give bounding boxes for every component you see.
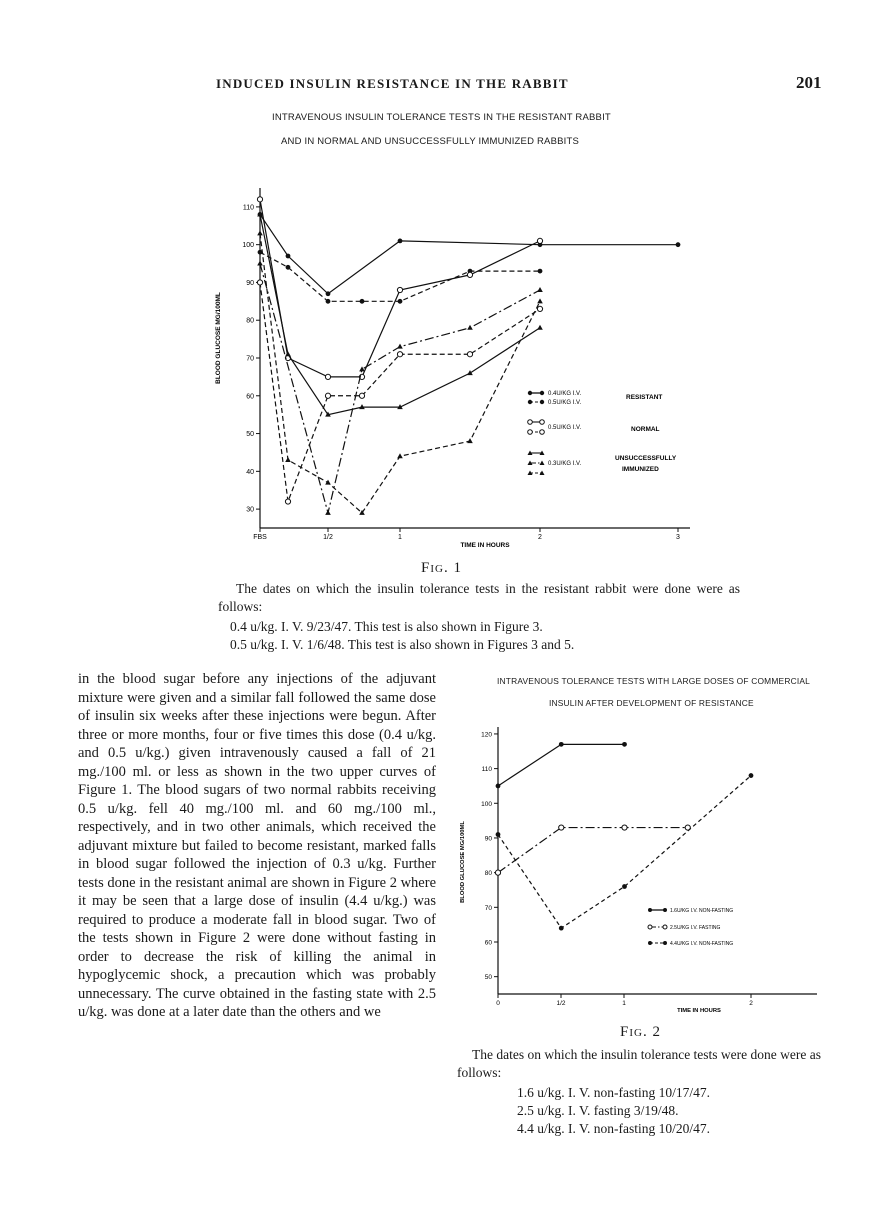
- x-axis-label: TIME IN HOURS: [677, 1008, 721, 1014]
- legend-unsucc-03: [528, 451, 582, 476]
- data-point: [398, 238, 403, 243]
- data-point: [398, 299, 403, 304]
- figure1-title-line1: INTRAVENOUS INSULIN TOLERANCE TESTS IN THE RESISTANT RABBIT: [272, 112, 611, 123]
- y-tick-label: 110: [242, 204, 254, 212]
- figure1-title-line2: AND IN NORMAL AND UNSUCCESSFULLY IMMUNIZED RABBITS: [281, 136, 580, 147]
- data-point: [326, 299, 331, 304]
- series-line: [498, 828, 688, 873]
- y-tick-label: 60: [246, 393, 254, 401]
- body-paragraph: in the blood sugar before any injections of the adjuvant mixture were given and a similar fall followed the same dose of insulin six weeks after these injections were begun. After three or more months, four or five times this dose (0.4 u/kg. and 0.5 u/kg.) given intravenously caused a fall of 21 mg./100 ml. or less as shown in the two upper curves of Figure 1. The blood sugars of two normal rabbits receiving 0.5 u/kg. fell 40 mg./100 ml. and 60 mg./100 ml., respectively, and in two other animals, which received the adjuvant mixture but failed to become resistant, marked falls in blood sugar followed the injection of 0.3 u/kg. Further tests done in the resistant animal are shown in Figure 2 where it may be seen that a large dose of insulin (4.4 u/kg.) was required to produce a moderate fall in blood sugar. Two of the tests shown in Figure 2 were done without fasting in order to decrease the risk of killing the animal in hypoglycemic shock, a precaution which was probably unnecessary. The curve obtained in the fasting state with 2.5 u/kg. was done at a later date than the others and we: [78, 671, 436, 1020]
- y-tick-label: 120: [481, 731, 492, 739]
- figure2-note-line2: 2.5 u/kg. I. V. fasting 3/19/48.: [517, 1103, 679, 1118]
- y-tick-label: 100: [481, 800, 492, 808]
- data-point: [257, 230, 263, 235]
- data-point: [286, 265, 291, 270]
- legend-label: 4.4U/KG I.V. NON-FASTING: [670, 941, 734, 947]
- running-head: INDUCED INSULIN RESISTANCE IN THE RABBIT: [216, 76, 569, 91]
- page-number: 201: [796, 73, 822, 92]
- data-point: [285, 351, 291, 356]
- legend-resistant-05: [528, 400, 582, 406]
- legend-label: 0.5U/KG I.V.: [548, 400, 582, 406]
- data-point: [496, 784, 501, 789]
- x-tick-label: 0: [496, 1000, 500, 1007]
- x-tick-label: 1/2: [556, 1000, 566, 1007]
- data-point: [538, 269, 543, 274]
- data-point: [397, 287, 402, 292]
- y-tick-label: 110: [481, 766, 492, 774]
- data-point: [622, 742, 627, 747]
- x-tick-label: 2: [538, 534, 542, 541]
- data-point: [495, 870, 500, 875]
- data-point: [749, 773, 754, 778]
- data-point: [467, 272, 472, 277]
- y-tick-label: 50: [484, 974, 492, 982]
- y-tick-label: 70: [246, 355, 254, 363]
- data-point: [496, 832, 501, 837]
- data-point: [537, 287, 543, 292]
- y-tick-label: 30: [246, 506, 254, 514]
- legend-label: 1.6U/KG I.V. NON-FASTING: [670, 908, 734, 914]
- data-point: [559, 926, 564, 931]
- y-tick-label: 80: [246, 317, 254, 325]
- legend-fig2-s3: [648, 941, 733, 947]
- data-point: [325, 510, 331, 515]
- x-tick-label: FBS: [253, 534, 267, 541]
- figure2-note-intro: The dates on which the insulin tolerance tests were done were as follows:: [457, 1047, 822, 1080]
- figure1-note-intro: The dates on which the insulin tolerance tests in the resistant rabbit were done were as follows:: [218, 581, 740, 614]
- figure2-note-line3: 4.4 u/kg. I. V. non-fasting 10/20/47.: [517, 1121, 711, 1136]
- data-point: [467, 325, 473, 330]
- legend-label: 0.4U/KG I.V.: [548, 391, 582, 397]
- data-point: [559, 742, 564, 747]
- x-tick-label: 1: [622, 1000, 626, 1007]
- legend-group-unsucc-line1: UNSUCCESSFULLY: [615, 455, 677, 462]
- figure2-chart: [455, 722, 830, 1022]
- data-point: [397, 453, 403, 458]
- data-point: [622, 884, 627, 889]
- figure1-note-line1: 0.4 u/kg. I. V. 9/23/47. This test is also shown in Figure 3.: [230, 619, 543, 634]
- series-line: [498, 744, 625, 786]
- y-tick-label: 90: [246, 279, 254, 287]
- y-tick-label: 80: [484, 870, 492, 878]
- series-line: [260, 214, 678, 293]
- data-point: [467, 370, 473, 375]
- data-point: [537, 306, 542, 311]
- data-point: [326, 291, 331, 296]
- figure1-caption: Fig. 1: [421, 560, 462, 576]
- series-line: [260, 233, 540, 513]
- legend-label: 0.3U/KG I.V.: [548, 461, 582, 467]
- series-line: [498, 776, 751, 929]
- data-point: [359, 366, 365, 371]
- figure1-note-line2: 0.5 u/kg. I. V. 1/6/48. This test is also shown in Figures 3 and 5.: [230, 637, 575, 652]
- y-tick-label: 100: [242, 242, 254, 250]
- figure2-note-line1: 1.6 u/kg. I. V. non-fasting 10/17/47.: [517, 1085, 711, 1100]
- legend-resistant-04: [528, 391, 582, 397]
- x-tick-label: 1: [398, 534, 402, 541]
- data-point: [537, 238, 542, 243]
- data-point: [325, 374, 330, 379]
- x-tick-label: 1/2: [323, 534, 333, 541]
- data-point: [559, 825, 564, 830]
- legend-group-resistant: RESISTANT: [626, 394, 663, 401]
- legend-fig2-s1: [648, 908, 733, 914]
- data-point: [397, 344, 403, 349]
- data-point: [285, 457, 291, 462]
- data-point: [397, 352, 402, 357]
- series-line: [260, 282, 540, 501]
- y-axis-label: BLOOD GLUCOSE MG/100ML: [215, 292, 222, 384]
- data-point: [286, 254, 291, 259]
- x-tick-label: 2: [749, 1000, 753, 1007]
- y-tick-label: 90: [484, 835, 492, 843]
- data-point: [467, 438, 473, 443]
- x-tick-label: 3: [676, 534, 680, 541]
- series-line: [260, 252, 540, 301]
- legend-fig2-s2: [648, 925, 720, 931]
- data-point: [467, 352, 472, 357]
- data-point: [325, 393, 330, 398]
- y-tick-label: 50: [246, 431, 254, 439]
- figure2-title-line2: INSULIN AFTER DEVELOPMENT OF RESISTANCE: [549, 698, 754, 708]
- data-point: [537, 298, 543, 303]
- y-tick-label: 40: [246, 468, 254, 476]
- figure1-chart: [200, 170, 700, 555]
- figure2-title-line1: INTRAVENOUS TOLERANCE TESTS WITH LARGE DOSES OF COMMERCIAL: [497, 676, 810, 686]
- data-point: [257, 261, 263, 266]
- x-axis-label: TIME IN HOURS: [460, 542, 510, 549]
- data-point: [622, 825, 627, 830]
- legend-label: 2.5U/KG I.V. FASTING: [670, 925, 721, 931]
- legend-label: 0.5U/KG I.V.: [548, 425, 582, 431]
- legend-group-unsucc-line2: IMMUNIZED: [622, 466, 659, 473]
- data-point: [257, 197, 262, 202]
- y-axis-label: BLOOD GLUCOSE MG/100ML: [460, 821, 466, 903]
- y-tick-label: 60: [484, 939, 492, 947]
- data-point: [360, 299, 365, 304]
- data-point: [257, 280, 262, 285]
- y-tick-label: 70: [484, 904, 492, 912]
- data-point: [285, 499, 290, 504]
- data-point: [359, 393, 364, 398]
- legend-normal-05: [528, 420, 582, 435]
- figure2-caption: Fig. 2: [620, 1024, 661, 1040]
- legend-group-normal: NORMAL: [631, 426, 660, 433]
- data-point: [676, 242, 681, 247]
- data-point: [537, 325, 543, 330]
